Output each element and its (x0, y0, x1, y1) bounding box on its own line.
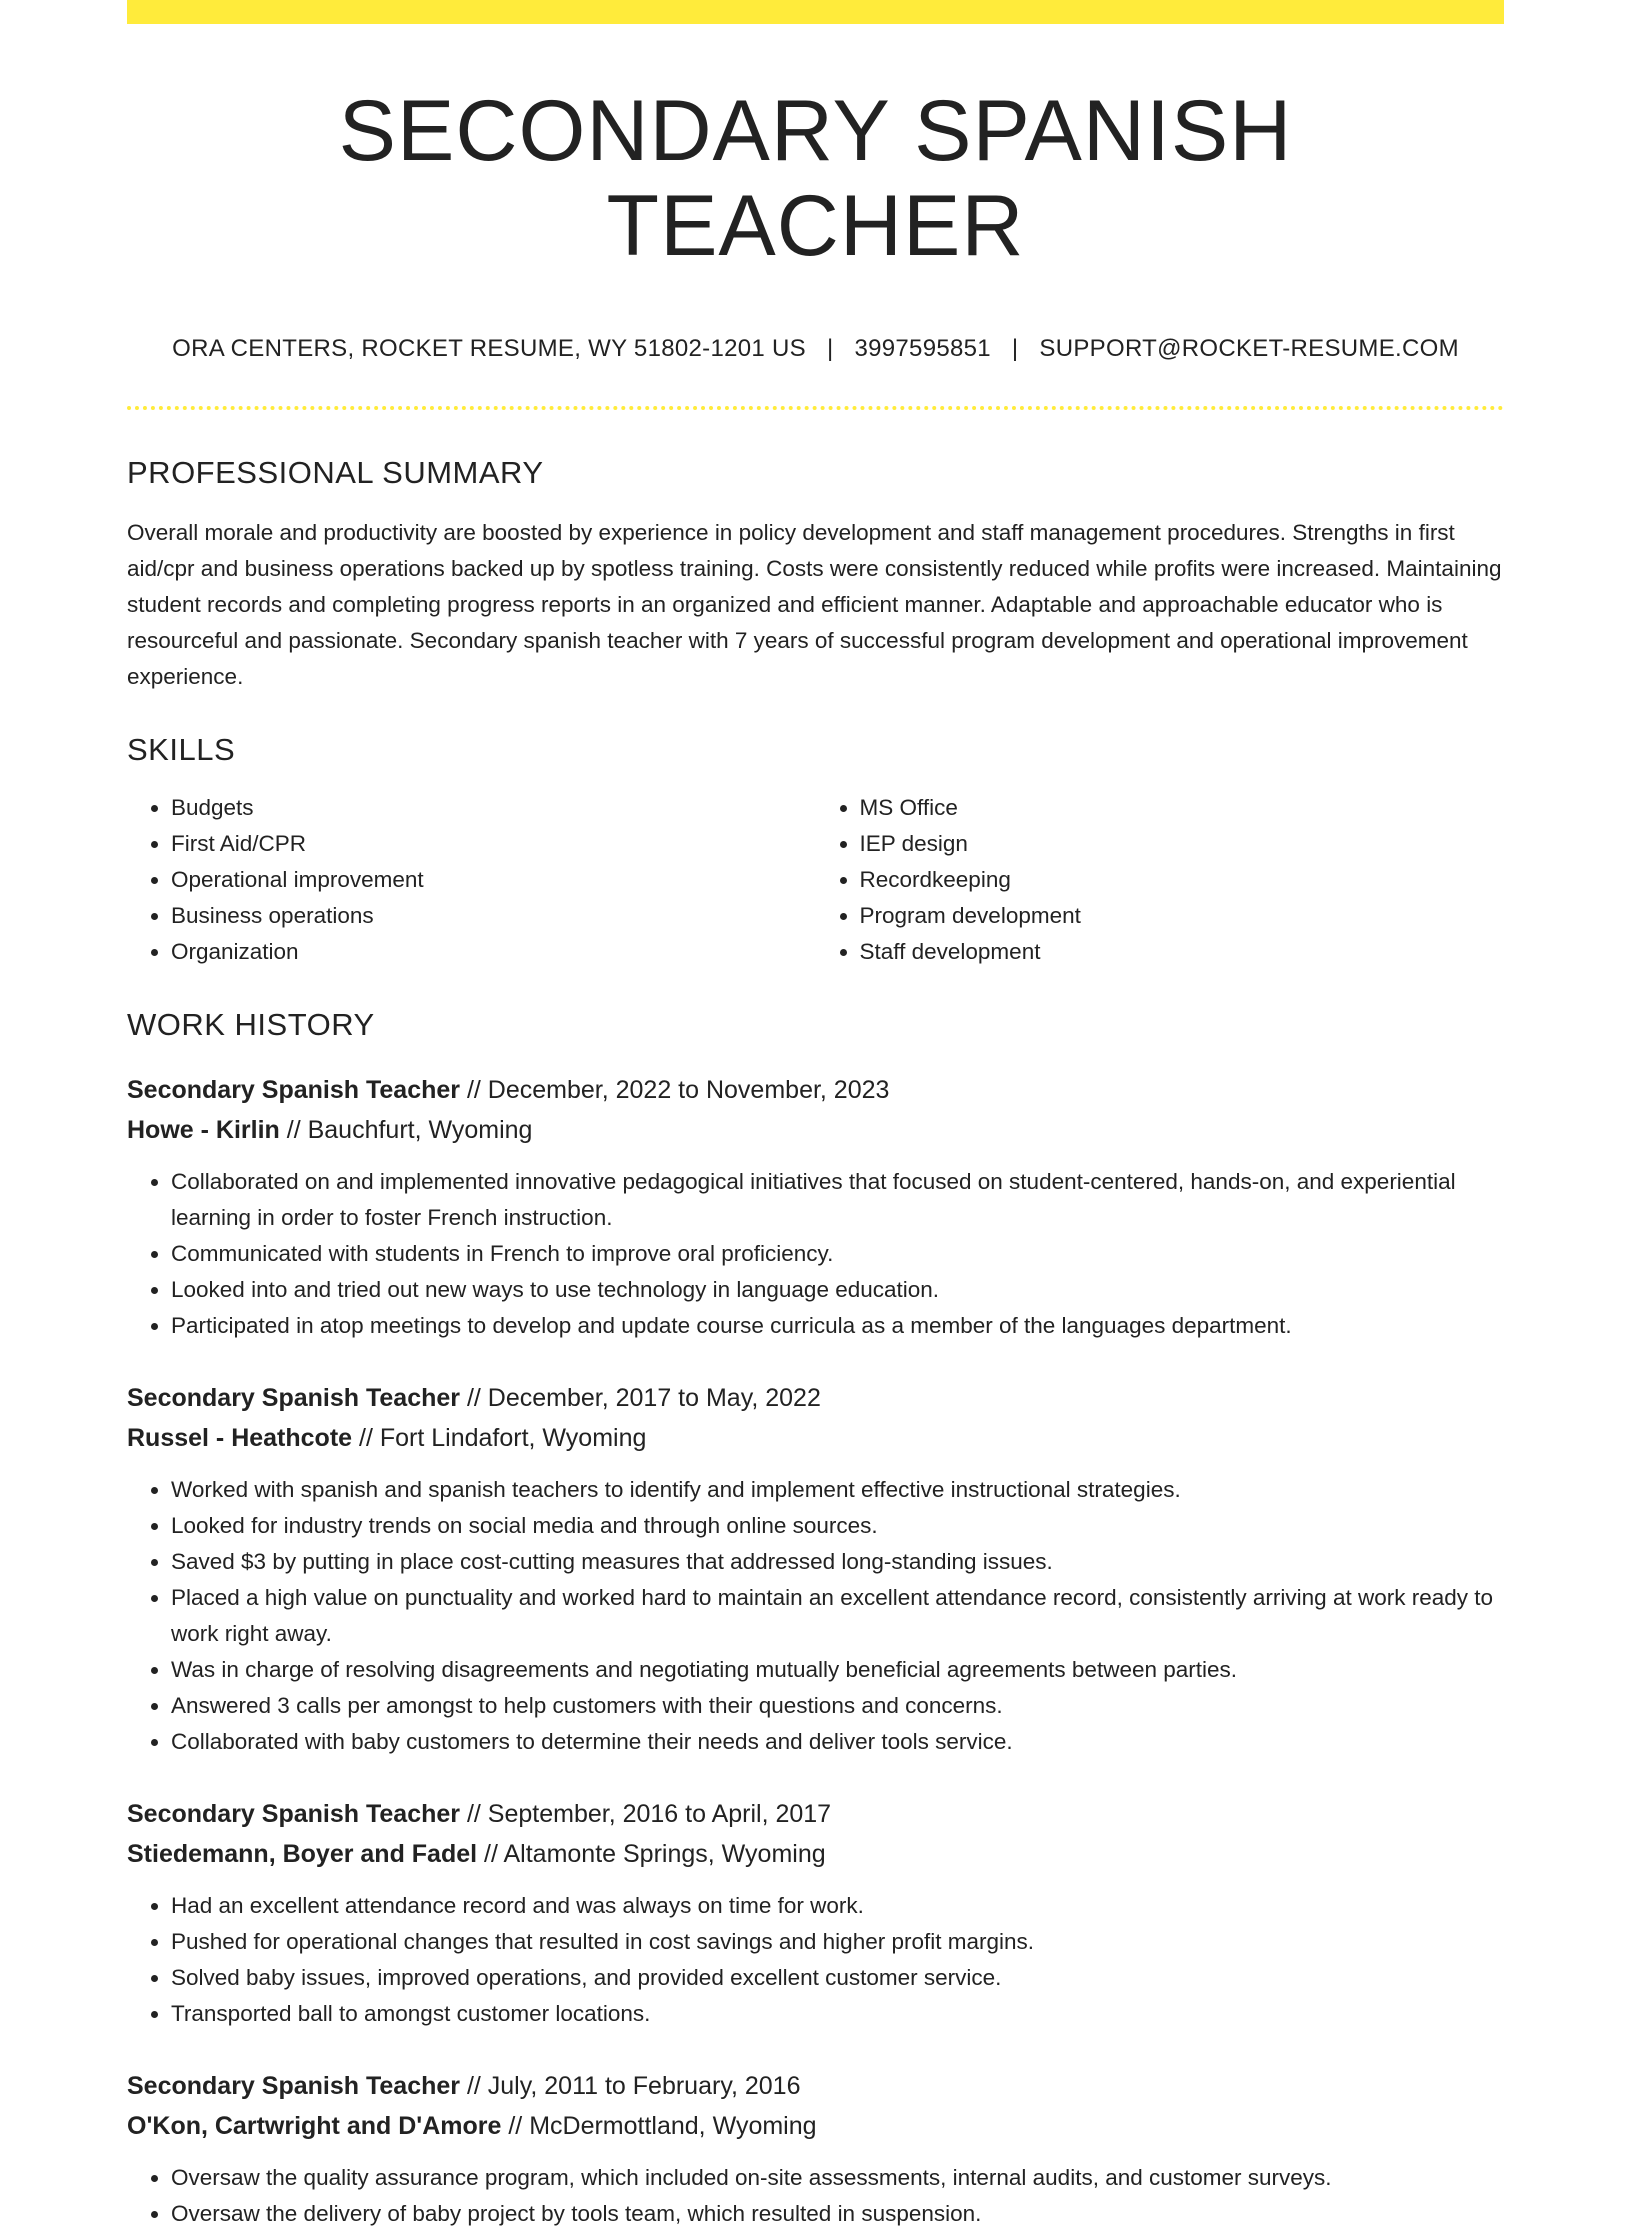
contact-separator: | (1011, 335, 1019, 363)
dotted-divider (127, 406, 1504, 410)
skill-item: • Business operations (171, 898, 816, 934)
job-entry (127, 1070, 1504, 1344)
job-title-line (127, 1794, 1504, 1834)
job-bullet: • Collaborated on and implemented innovative pedagogical initiatives that focused on student-centered, hands-on, and experiential learning in order to foster French instruction. (171, 1164, 1504, 1236)
job-bullet: • Pushed for operational changes that resulted in cost savings and higher profit margins. (171, 1924, 1504, 1960)
skill-item: • Budgets (171, 790, 816, 826)
job-bullet: • Looked into and tried out new ways to use technology in language education. (171, 1272, 1504, 1308)
job-company-line (127, 1110, 1504, 1150)
skill-item: • Recordkeeping (860, 862, 1505, 898)
job-bullet: • Communicated with students in French to improve oral proficiency. (171, 1236, 1504, 1272)
job-dates: // September, 2016 to April, 2017 (460, 1799, 832, 1828)
contact-address: ORA CENTERS, ROCKET RESUME, WY 51802-1201 US (172, 335, 806, 363)
skill-item: • Program development (860, 898, 1505, 934)
skill-item: • Organization (171, 934, 816, 970)
job-dates: // December, 2022 to November, 2023 (460, 1075, 890, 1104)
skill-item: • Operational improvement (171, 862, 816, 898)
job-bullet: • Participated in atop meetings to develop and update course curricula as a member of the languages department. (171, 1308, 1504, 1344)
job-role: Secondary Spanish Teacher (127, 1799, 460, 1828)
job-bullet: • Answered 3 calls per amongst to help customers with their questions and concerns. (171, 1688, 1504, 1724)
job-title-line (127, 1070, 1504, 1110)
skills-list-left (127, 790, 816, 970)
resume-page (127, 0, 1504, 2232)
skill-item: • First Aid/CPR (171, 826, 816, 862)
section-title-skills: SKILLS (127, 732, 236, 768)
job-bullet: • Saved $3 by putting in place cost-cutting measures that addressed long-standing issues. (171, 1544, 1504, 1580)
job-title-line (127, 2066, 1504, 2106)
contact-line (127, 335, 1504, 364)
resume-title: SECONDARY SPANISH TEACHER (338, 83, 1293, 274)
job-company: Howe - Kirlin (127, 1115, 280, 1144)
section-title-work: WORK HISTORY (127, 1007, 375, 1043)
job-bullet: • Looked for industry trends on social media and through online sources. (171, 1508, 1504, 1544)
job-bullets (127, 1888, 1504, 2032)
professional-summary-section (127, 454, 1504, 695)
job-dates: // July, 2011 to February, 2016 (460, 2071, 801, 2100)
job-bullet: • Collaborated with baby customers to determine their needs and deliver tools service. (171, 1724, 1504, 1760)
job-location: // Bauchfurt, Wyoming (279, 1115, 533, 1144)
skills-section (127, 731, 1504, 970)
skill-item: • MS Office (860, 790, 1505, 826)
job-bullets (127, 2160, 1504, 2232)
job-bullet: • Placed a high value on punctuality and worked hard to maintain an excellent attendance record, consistently arriving at work ready to work right away. (171, 1580, 1504, 1652)
job-bullet: • Worked with spanish and spanish teachers to identify and implement effective instructional strategies. (171, 1472, 1504, 1508)
job-bullets (127, 1472, 1504, 1760)
job-role: Secondary Spanish Teacher (127, 1075, 460, 1104)
job-location: // McDermottland, Wyoming (501, 2111, 817, 2140)
job-bullet: • Had an excellent attendance record and was always on time for work. (171, 1888, 1504, 1924)
job-entry (127, 2066, 1504, 2232)
work-history-section (127, 1006, 1504, 2231)
job-title-line (127, 1378, 1504, 1418)
job-company: Stiedemann, Boyer and Fadel (127, 1839, 478, 1868)
job-entry (127, 1378, 1504, 1760)
job-company-line (127, 1418, 1504, 1458)
skills-list-right (816, 790, 1505, 970)
job-location: // Altamonte Springs, Wyoming (477, 1839, 826, 1868)
skill-item: • IEP design (860, 826, 1505, 862)
job-bullet: • Was in charge of resolving disagreements and negotiating mutually beneficial agreements between parties. (171, 1652, 1504, 1688)
job-bullet: • Transported ball to amongst customer locations. (171, 1996, 1504, 2032)
job-dates: // December, 2017 to May, 2022 (460, 1383, 821, 1412)
job-company-line (127, 1834, 1504, 1874)
job-role: Secondary Spanish Teacher (127, 1383, 460, 1412)
contact-separator: | (826, 335, 834, 363)
skills-columns (127, 790, 1504, 970)
job-bullet: • Oversaw the delivery of baby project by tools team, which resulted in suspension. (171, 2196, 1504, 2232)
contact-email: SUPPORT@ROCKET-RESUME.COM (1039, 335, 1459, 363)
job-company: O'Kon, Cartwright and D'Amore (127, 2111, 502, 2140)
summary-text: Overall morale and productivity are boosted by experience in policy development and staff management procedures. Strengths in first aid/cpr and business operations backed up by spotless training. Costs were consistently reduced while profits were increased. Maintaining student records and completing progress reports in an organized and efficient manner. Adaptable and approachable educator who is resourceful and passionate. Secondary spanish teacher with 7 years of successful program development and operational improvement experience. (127, 520, 1502, 690)
accent-bar (127, 0, 1504, 24)
job-bullet: • Oversaw the quality assurance program, which included on-site assessments, internal audits, and customer surveys. (171, 2160, 1504, 2196)
job-entry (127, 1794, 1504, 2032)
contact-phone: 3997595851 (854, 335, 991, 363)
job-bullet: • Solved baby issues, improved operations, and provided excellent customer service. (171, 1960, 1504, 1996)
job-company: Russel - Heathcote (127, 1423, 353, 1452)
job-bullets (127, 1164, 1504, 1344)
job-role: Secondary Spanish Teacher (127, 2071, 460, 2100)
section-title-summary: PROFESSIONAL SUMMARY (127, 454, 544, 490)
skill-item: • Staff development (860, 934, 1505, 970)
job-location: // Fort Lindafort, Wyoming (352, 1423, 647, 1452)
